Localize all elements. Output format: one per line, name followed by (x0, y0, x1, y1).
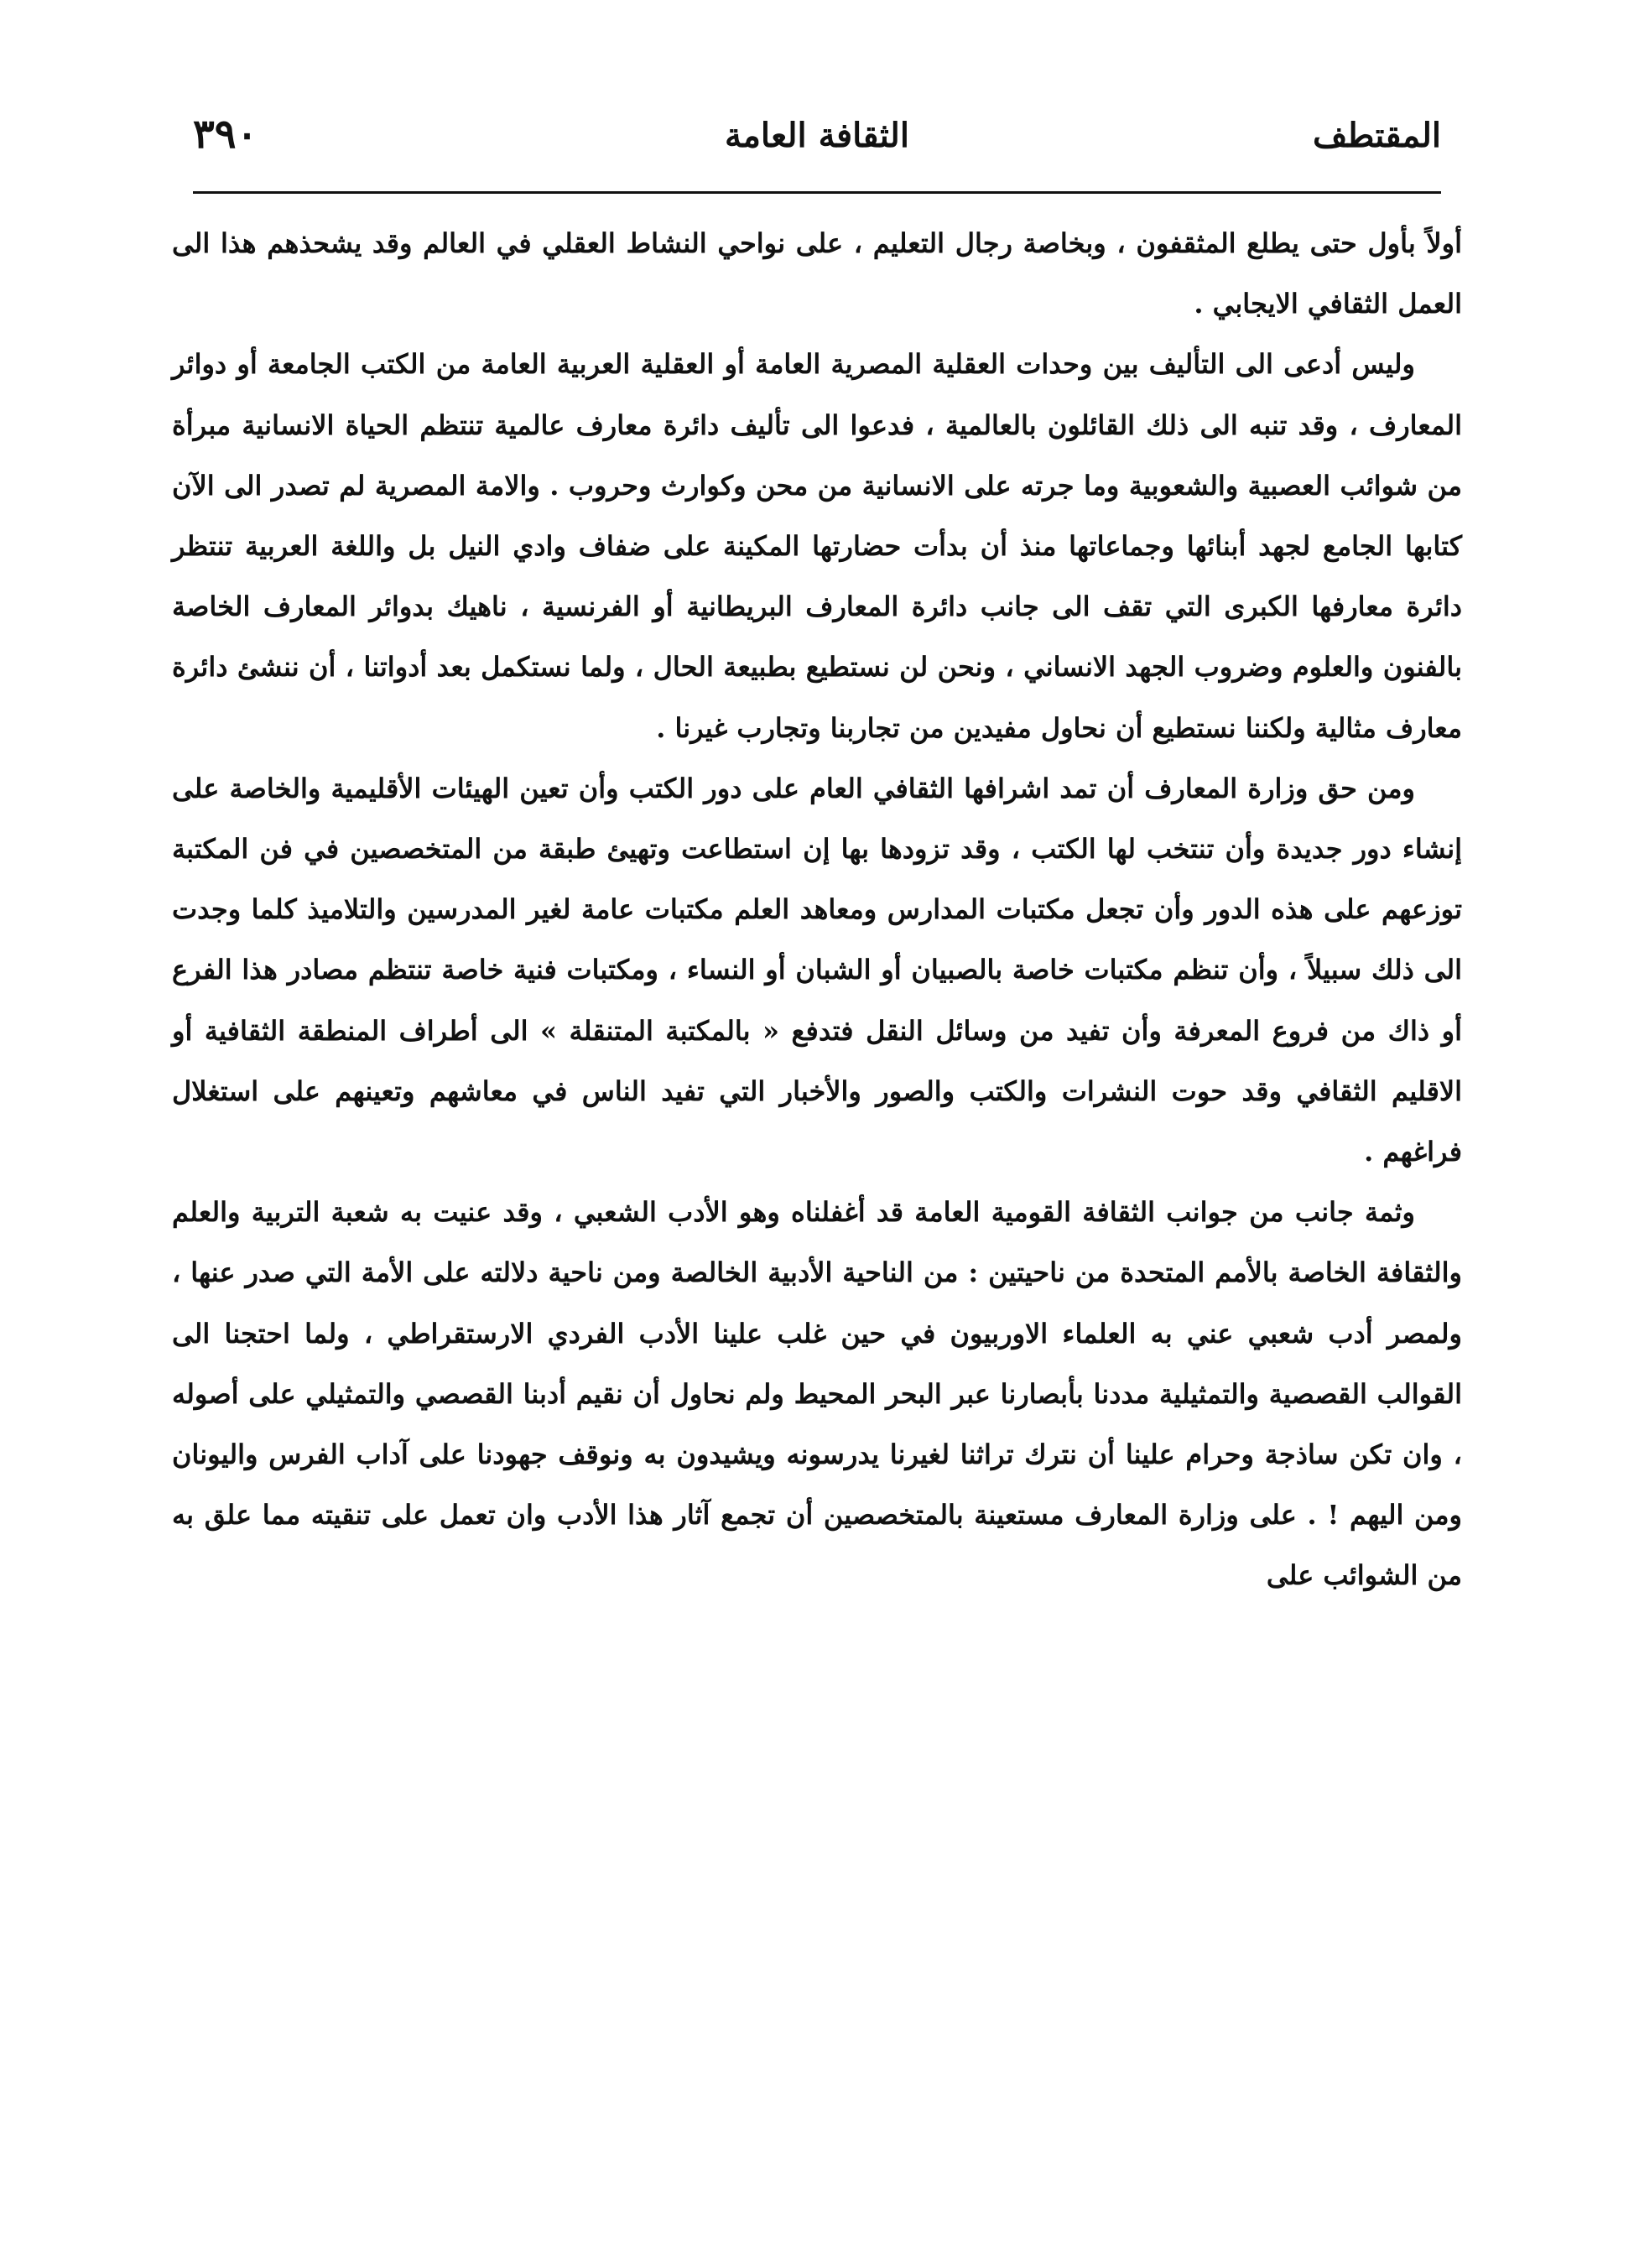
paragraph-libraries: ومن حق وزارة المعارف أن تمد اشرافها الثقافي العام على دور الكتب وأن تعين الهيئات الأقليمية والخاصة على إنشاء دور جديدة وأن تنتخب لها الكتب ، وقد تزودها بها إن استطاعت وتهيئ طبقة من المتخصصين في فن المكتبة توزعهم على هذه الدور وأن تجعل مكتبات المدارس ومعاهد العلم مكتبات عامة لغير المدرسين والتلاميذ كلما وجدت الى ذلك سبيلاً ، وأن تنظم مكتبات خاصة بالصبيان أو الشبان أو النساء ، ومكتبات فنية خاصة تنتظم مصادر هذا الفرع أو ذاك من فروع المعرفة وأن تفيد من وسائل النقل فتدفع « بالمكتبة المتنقلة » الى أطراف المنطقة الثقافية أو الاقليم الثقافي وقد حوت النشرات والكتب والصور والأخبار التي تفيد الناس في معاشهم وتعينهم على استغلال فراغهم . (172, 772, 1463, 1168)
running-header (193, 111, 1441, 174)
journal-name: المقتطف (1313, 116, 1441, 155)
paragraph-folk-literature: وثمة جانب من جوانب الثقافة القومية العامة قد أغفلناه وهو الأدب الشعبي ، وقد عنيت به شعبة التربية والعلم والثقافة الخاصة بالأمم المتحدة من ناحيتين : من الناحية الأدبية الخالصة ومن ناحية دلالته على الأمة التي صدر عنها ، ولمصر أدب شعبي عني به العلماء الاوربيون في حين غلب علينا الأدب الفردي الارستقراطي ، ولما احتجنا الى القوالب القصصية والتمثيلية مددنا بأبصارنا عبر البحر المحيط ولم نحاول أن نقيم أدبنا القصصي والتمثيلي على أصوله ، وان تكن ساذجة وحرام علينا أن نترك تراثنا لغيرنا يدرسونه ويشيدون به ونوقف جهودنا على آداب الفرس واليونان ومن اليهم ! . على وزارة المعارف مستعينة بالمتخصصين أن تجمع آثار هذا الأدب وان تعمل على تنقيته مما علق به من الشوائب على (172, 1196, 1463, 1592)
body-text (172, 213, 1462, 1606)
paragraph-encyclopedia: وليس أدعى الى التأليف بين وحدات العقلية المصرية العامة أو العقلية العربية العامة من الكتب الجامعة أو دوائر المعارف ، وقد تنبه الى ذلك القائلون بالعالمية ، فدعوا الى تأليف دائرة معارف عالمية تنتظم الحياة الانسانية مبرأة من شوائب العصبية والشعوبية وما جرته على الانسانية من محن وكوارث وحروب . والامة المصرية لم تصدر الى الآن كتابها الجامع لجهد أبنائها وجماعاتها منذ أن بدأت حضارتها المكينة على ضفاف وادي النيل بل واللغة العربية تنتظر دائرة معارفها الكبرى التي تقف الى جانب دائرة المعارف البريطانية أو الفرنسية ، ناهيك بدوائر المعارف الخاصة بالفنون والعلوم وضروب الجهد الانساني ، ونحن لن نستطيع بطبيعة الحال ، ولما نستكمل بعد أدواتنا ، أن ننشئ دائرة معارف مثالية ولكننا نستطيع أن نحاول مفيدين من تجاربنا وتجارب غيرنا . (172, 348, 1463, 744)
header-divider (193, 191, 1441, 194)
section-title: الثقافة العامة (725, 116, 909, 155)
page-number: ٣٩٠ (193, 111, 258, 158)
paragraph-continuation: أولاً بأول حتى يطلع المثقفون ، وبخاصة رجال التعليم ، على نواحي النشاط العقلي في العالم وقد يشحذهم هذا الى العمل الثقافي الايجابي . (172, 227, 1463, 320)
